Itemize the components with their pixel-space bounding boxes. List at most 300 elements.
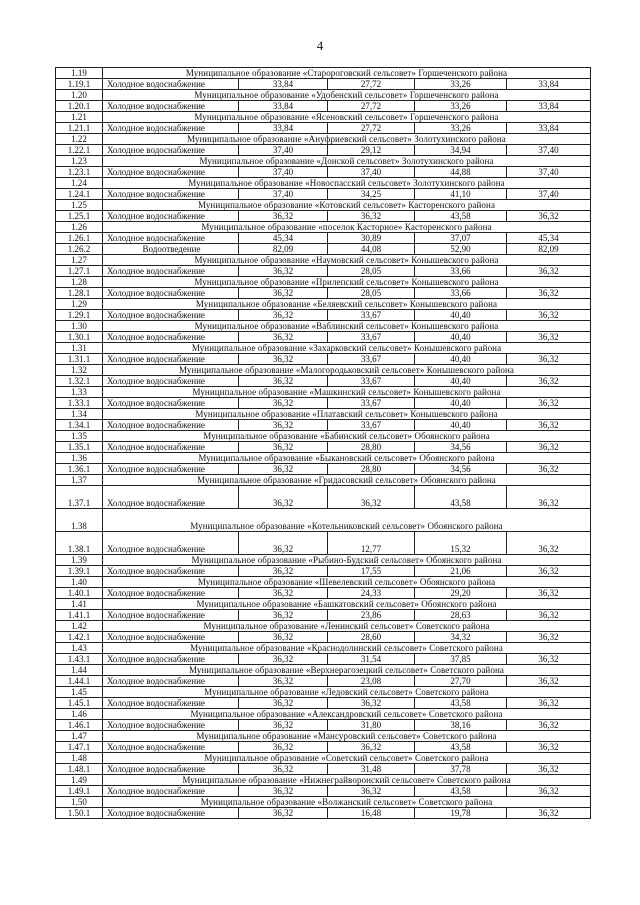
table-row <box>56 244 591 255</box>
service-name: Холодное водоснабжение <box>103 486 239 509</box>
section-code: 1.37 <box>56 475 103 486</box>
tariff-value-2: 28,80 <box>328 442 415 453</box>
tariff-value-3: 43,58 <box>415 786 507 797</box>
table-row <box>56 398 591 409</box>
tariff-value-1: 36,32 <box>239 786 328 797</box>
service-name: Холодное водоснабжение <box>103 676 239 687</box>
table-row <box>56 310 591 321</box>
section-header-row <box>56 365 591 376</box>
service-name: Холодное водоснабжение <box>103 786 239 797</box>
tariff-value-3: 43,58 <box>415 698 507 709</box>
section-title: Муниципальное образование «Ваблинский сельсовет» Конышевского района <box>103 321 591 332</box>
tariff-value-1: 36,32 <box>239 310 328 321</box>
table-row <box>56 676 591 687</box>
tariff-value-1: 36,32 <box>239 354 328 365</box>
row-code: 1.35.1 <box>56 442 103 453</box>
section-title: Муниципальное образование «Платавский сельсовет» Конышевского района <box>103 409 591 420</box>
tariff-value-1: 36,32 <box>239 808 328 819</box>
tariff-value-1: 36,32 <box>239 588 328 599</box>
tariff-value-3: 34,56 <box>415 464 507 475</box>
tariff-value-4: 36,32 <box>507 532 591 555</box>
section-header-row <box>56 343 591 354</box>
section-title: Муниципальное образование «Башкатовский сельсовет» Обоянского района <box>103 599 591 610</box>
row-code: 1.40.1 <box>56 588 103 599</box>
section-header-row <box>56 409 591 420</box>
table-row <box>56 266 591 277</box>
section-code: 1.23 <box>56 156 103 167</box>
service-name: Холодное водоснабжение <box>103 354 239 365</box>
table-row <box>56 764 591 775</box>
section-title: Муниципальное образование «Удобенский сельсовет» Горшеченского района <box>103 90 591 101</box>
tariff-value-4: 33,84 <box>507 101 591 112</box>
service-name: Холодное водоснабжение <box>103 588 239 599</box>
tariff-value-4: 36,32 <box>507 376 591 387</box>
section-code: 1.31 <box>56 343 103 354</box>
tariff-value-4: 37,40 <box>507 167 591 178</box>
tariff-value-3: 37,07 <box>415 233 507 244</box>
section-code: 1.25 <box>56 200 103 211</box>
section-title: Муниципальное образование «Верхнерагозецкий сельсовет» Советского района <box>103 665 591 676</box>
tariff-value-3: 34,56 <box>415 442 507 453</box>
tariff-value-3: 21,06 <box>415 566 507 577</box>
tariff-value-4: 36,32 <box>507 588 591 599</box>
tariff-value-3: 34,94 <box>415 145 507 156</box>
tariff-value-2: 33,67 <box>328 354 415 365</box>
tariff-value-3: 34,32 <box>415 632 507 643</box>
row-code: 1.48.1 <box>56 764 103 775</box>
page-number: 4 <box>316 38 324 53</box>
section-title: Муниципальное образование «Прилепский сельсовет» Конышевского района <box>103 277 591 288</box>
section-title: Муниципальное образование «Беляевский сельсовет» Конышевского района <box>103 299 591 310</box>
row-code: 1.43.1 <box>56 654 103 665</box>
service-name: Холодное водоснабжение <box>103 566 239 577</box>
tariff-value-3: 41,10 <box>415 189 507 200</box>
tariff-value-1: 37,40 <box>239 189 328 200</box>
service-name: Холодное водоснабжение <box>103 167 239 178</box>
table-row <box>56 588 591 599</box>
service-name: Холодное водоснабжение <box>103 610 239 621</box>
table-row <box>56 698 591 709</box>
table-row <box>56 566 591 577</box>
section-title: Муниципальное образование «Котельниковский сельсовет» Обоянского района <box>103 509 591 532</box>
section-code: 1.36 <box>56 453 103 464</box>
tariff-value-1: 33,84 <box>239 101 328 112</box>
tariff-value-2: 12,77 <box>328 532 415 555</box>
tariff-value-3: 37,85 <box>415 654 507 665</box>
tariff-value-3: 29,20 <box>415 588 507 599</box>
section-header-row <box>56 200 591 211</box>
section-title: Муниципальное образование «Новоспасский сельсовет» Золотухинского района <box>103 178 591 189</box>
section-code: 1.45 <box>56 687 103 698</box>
section-header-row <box>56 112 591 123</box>
tariff-value-1: 36,32 <box>239 464 328 475</box>
tariff-value-1: 82,09 <box>239 244 328 255</box>
service-name: Холодное водоснабжение <box>103 464 239 475</box>
tariff-value-2: 23,08 <box>328 676 415 687</box>
service-name: Холодное водоснабжение <box>103 310 239 321</box>
tariff-value-3: 38,16 <box>415 720 507 731</box>
tariff-value-2: 27,72 <box>328 101 415 112</box>
service-name: Холодное водоснабжение <box>103 764 239 775</box>
tariff-value-3: 40,40 <box>415 376 507 387</box>
tariff-value-2: 33,67 <box>328 310 415 321</box>
section-title: Муниципальное образование «Наумовский сельсовет» Конышевского района <box>103 255 591 266</box>
section-title: Муниципальное образование «Рыбино-Будский сельсовет» Обоянского района <box>103 555 591 566</box>
tariff-value-4: 36,32 <box>507 354 591 365</box>
section-title: Муниципальное образование «Волжанский сельсовет» Советского района <box>103 797 591 808</box>
tariff-value-1: 36,32 <box>239 698 328 709</box>
section-header-row <box>56 134 591 145</box>
section-header-row <box>56 222 591 233</box>
table-row <box>56 332 591 343</box>
section-title: Муниципальное образование «Нижнеграйворонский сельсовет» Советского района <box>103 775 591 786</box>
section-header-row <box>56 178 591 189</box>
row-code: 1.25.1 <box>56 211 103 222</box>
section-code: 1.26 <box>56 222 103 233</box>
service-name: Холодное водоснабжение <box>103 808 239 819</box>
service-name: Водоотведение <box>103 244 239 255</box>
section-header-row <box>56 731 591 742</box>
service-name: Холодное водоснабжение <box>103 720 239 731</box>
section-header-row <box>56 709 591 720</box>
tariff-value-1: 36,32 <box>239 764 328 775</box>
tariff-value-1: 36,32 <box>239 654 328 665</box>
service-name: Холодное водоснабжение <box>103 332 239 343</box>
table-row <box>56 376 591 387</box>
tariff-value-1: 36,32 <box>239 720 328 731</box>
tariff-value-2: 28,60 <box>328 632 415 643</box>
tariff-value-1: 36,32 <box>239 632 328 643</box>
section-header-row <box>56 277 591 288</box>
service-name: Холодное водоснабжение <box>103 211 239 222</box>
table-row <box>56 79 591 90</box>
tariff-value-1: 36,32 <box>239 566 328 577</box>
section-code: 1.19 <box>56 68 103 79</box>
service-name: Холодное водоснабжение <box>103 266 239 277</box>
service-name: Холодное водоснабжение <box>103 145 239 156</box>
tariff-value-4: 36,32 <box>507 632 591 643</box>
tariff-value-1: 36,32 <box>239 742 328 753</box>
service-name: Холодное водоснабжение <box>103 442 239 453</box>
section-code: 1.22 <box>56 134 103 145</box>
tariff-value-4: 36,32 <box>507 464 591 475</box>
tariff-value-2: 27,72 <box>328 123 415 134</box>
section-title: Муниципальное образование «Котовский сельсовет» Касторенского района <box>103 200 591 211</box>
section-header-row <box>56 431 591 442</box>
table-row <box>56 189 591 200</box>
section-code: 1.34 <box>56 409 103 420</box>
tariff-value-4: 36,32 <box>507 486 591 509</box>
tariff-value-2: 33,67 <box>328 332 415 343</box>
tariff-value-1: 36,32 <box>239 376 328 387</box>
section-title: Муниципальное образование «Ледовский сельсовет» Советского района <box>103 687 591 698</box>
section-code: 1.20 <box>56 90 103 101</box>
tariff-value-4: 36,32 <box>507 288 591 299</box>
tariff-value-2: 34,25 <box>328 189 415 200</box>
tariff-value-4: 36,32 <box>507 398 591 409</box>
tariff-value-3: 52,90 <box>415 244 507 255</box>
section-title: Муниципальное образование «поселок Касторное» Касторенского района <box>103 222 591 233</box>
tariff-value-4: 36,32 <box>507 654 591 665</box>
table-row <box>56 808 591 819</box>
section-title: Муниципальное образование «Донской сельсовет» Золотухинского района <box>103 156 591 167</box>
tariff-value-2: 33,67 <box>328 420 415 431</box>
tariff-value-4: 82,09 <box>507 244 591 255</box>
tariff-value-1: 37,40 <box>239 145 328 156</box>
section-header-row <box>56 321 591 332</box>
tariff-value-3: 40,40 <box>415 310 507 321</box>
section-code: 1.30 <box>56 321 103 332</box>
row-code: 1.21.1 <box>56 123 103 134</box>
tariff-value-3: 33,26 <box>415 123 507 134</box>
row-code: 1.46.1 <box>56 720 103 731</box>
service-name: Холодное водоснабжение <box>103 376 239 387</box>
tariff-table <box>55 67 591 819</box>
section-title: Муниципальное образование «Александровский сельсовет» Советского района <box>103 709 591 720</box>
table-row <box>56 233 591 244</box>
section-code: 1.38 <box>56 509 103 532</box>
table-row <box>56 167 591 178</box>
tariff-value-4: 36,32 <box>507 808 591 819</box>
row-code: 1.23.1 <box>56 167 103 178</box>
section-header-row <box>56 299 591 310</box>
tariff-value-2: 28,05 <box>328 266 415 277</box>
tariff-value-1: 36,32 <box>239 420 328 431</box>
tariff-value-3: 40,40 <box>415 332 507 343</box>
service-name: Холодное водоснабжение <box>103 632 239 643</box>
section-header-row <box>56 621 591 632</box>
tariff-value-2: 33,67 <box>328 398 415 409</box>
section-code: 1.33 <box>56 387 103 398</box>
section-header-row <box>56 255 591 266</box>
service-name: Холодное водоснабжение <box>103 654 239 665</box>
row-code: 1.24.1 <box>56 189 103 200</box>
section-code: 1.28 <box>56 277 103 288</box>
row-code: 1.45.1 <box>56 698 103 709</box>
service-name: Холодное водоснабжение <box>103 698 239 709</box>
tariff-value-1: 36,32 <box>239 442 328 453</box>
row-code: 1.38.1 <box>56 532 103 555</box>
table-row <box>56 786 591 797</box>
section-code: 1.44 <box>56 665 103 676</box>
section-code: 1.43 <box>56 643 103 654</box>
row-code: 1.49.1 <box>56 786 103 797</box>
tariff-value-2: 31,48 <box>328 764 415 775</box>
tariff-value-2: 33,67 <box>328 376 415 387</box>
table-row <box>56 654 591 665</box>
table-row <box>56 442 591 453</box>
tariff-value-1: 36,32 <box>239 332 328 343</box>
tariff-value-3: 43,58 <box>415 211 507 222</box>
tariff-value-1: 36,32 <box>239 211 328 222</box>
section-header-row <box>56 643 591 654</box>
section-header-row <box>56 577 591 588</box>
tariff-value-1: 36,32 <box>239 398 328 409</box>
tariff-value-1: 37,40 <box>239 167 328 178</box>
section-title: Муниципальное образование «Советский сельсовет» Советского района <box>103 753 591 764</box>
tariff-value-3: 33,66 <box>415 266 507 277</box>
tariff-value-2: 31,80 <box>328 720 415 731</box>
tariff-value-4: 36,32 <box>507 764 591 775</box>
section-code: 1.21 <box>56 112 103 123</box>
tariff-value-4: 36,32 <box>507 720 591 731</box>
row-code: 1.29.1 <box>56 310 103 321</box>
tariff-value-4: 37,40 <box>507 145 591 156</box>
row-code: 1.26.1 <box>56 233 103 244</box>
table-row <box>56 145 591 156</box>
section-title: Муниципальное образование «Гридасовский сельсовет» Обоянского района <box>103 475 591 486</box>
tariff-value-4: 36,32 <box>507 266 591 277</box>
service-name: Холодное водоснабжение <box>103 742 239 753</box>
tariff-value-1: 36,32 <box>239 486 328 509</box>
section-code: 1.46 <box>56 709 103 720</box>
tariff-value-2: 16,48 <box>328 808 415 819</box>
table-row <box>56 101 591 112</box>
tariff-value-4: 45,34 <box>507 233 591 244</box>
tariff-value-2: 36,32 <box>328 742 415 753</box>
section-header-row <box>56 90 591 101</box>
tariff-value-3: 44,88 <box>415 167 507 178</box>
service-name: Холодное водоснабжение <box>103 101 239 112</box>
section-code: 1.49 <box>56 775 103 786</box>
service-name: Холодное водоснабжение <box>103 123 239 134</box>
section-header-row <box>56 475 591 486</box>
tariff-value-3: 33,26 <box>415 79 507 90</box>
tariff-value-3: 43,58 <box>415 486 507 509</box>
section-title: Муниципальное образование «Краснодолинский сельсовет» Советского района <box>103 643 591 654</box>
tariff-value-3: 27,70 <box>415 676 507 687</box>
tariff-value-1: 36,32 <box>239 266 328 277</box>
service-name: Холодное водоснабжение <box>103 79 239 90</box>
table-row <box>56 720 591 731</box>
tariff-value-2: 23,86 <box>328 610 415 621</box>
tariff-value-1: 33,84 <box>239 79 328 90</box>
section-code: 1.50 <box>56 797 103 808</box>
row-code: 1.26.2 <box>56 244 103 255</box>
table-row <box>56 532 591 555</box>
section-title: Муниципальное образование «Захарковский сельсовет» Конышевского района <box>103 343 591 354</box>
tariff-value-4: 36,32 <box>507 332 591 343</box>
section-header-row <box>56 665 591 676</box>
row-code: 1.37.1 <box>56 486 103 509</box>
table-row <box>56 610 591 621</box>
section-title: Муниципальное образование «Машкинский сельсовет» Конышевского района <box>103 387 591 398</box>
tariff-value-1: 36,32 <box>239 676 328 687</box>
row-code: 1.32.1 <box>56 376 103 387</box>
tariff-value-2: 30,89 <box>328 233 415 244</box>
tariff-value-4: 36,32 <box>507 698 591 709</box>
tariff-value-4: 36,32 <box>507 566 591 577</box>
tariff-value-2: 36,32 <box>328 698 415 709</box>
section-header-row <box>56 687 591 698</box>
tariff-value-4: 36,32 <box>507 310 591 321</box>
tariff-value-4: 36,32 <box>507 676 591 687</box>
section-title: Муниципальное образование «Малогородьковский сельсовет» Конышевского района <box>103 365 591 376</box>
section-code: 1.42 <box>56 621 103 632</box>
table-row <box>56 288 591 299</box>
tariff-value-2: 37,40 <box>328 167 415 178</box>
tariff-value-3: 40,40 <box>415 420 507 431</box>
tariff-value-2: 31,54 <box>328 654 415 665</box>
section-header-row <box>56 453 591 464</box>
service-name: Холодное водоснабжение <box>103 189 239 200</box>
row-code: 1.22.1 <box>56 145 103 156</box>
tariff-value-2: 27,72 <box>328 79 415 90</box>
section-code: 1.40 <box>56 577 103 588</box>
section-title: Муниципальное образование «Ленинский сельсовет» Советского района <box>103 621 591 632</box>
section-header-row <box>56 775 591 786</box>
tariff-value-4: 36,32 <box>507 610 591 621</box>
row-code: 1.34.1 <box>56 420 103 431</box>
row-code: 1.28.1 <box>56 288 103 299</box>
tariff-value-3: 33,26 <box>415 101 507 112</box>
tariff-value-4: 33,84 <box>507 79 591 90</box>
tariff-value-2: 17,55 <box>328 566 415 577</box>
tariff-value-2: 24,33 <box>328 588 415 599</box>
tariff-value-2: 36,32 <box>328 486 415 509</box>
tariff-value-1: 36,32 <box>239 532 328 555</box>
service-name: Холодное водоснабжение <box>103 398 239 409</box>
table-row <box>56 123 591 134</box>
tariff-value-4: 36,32 <box>507 742 591 753</box>
row-code: 1.44.1 <box>56 676 103 687</box>
section-header-row <box>56 156 591 167</box>
section-title: Муниципальное образование «Мансуровский сельсовет» Советского района <box>103 731 591 742</box>
row-code: 1.39.1 <box>56 566 103 577</box>
tariff-value-4: 36,32 <box>507 786 591 797</box>
section-code: 1.35 <box>56 431 103 442</box>
tariff-value-3: 33,66 <box>415 288 507 299</box>
tariff-value-4: 37,40 <box>507 189 591 200</box>
section-code: 1.24 <box>56 178 103 189</box>
row-code: 1.31.1 <box>56 354 103 365</box>
table-row <box>56 211 591 222</box>
tariff-value-2: 36,32 <box>328 211 415 222</box>
row-code: 1.42.1 <box>56 632 103 643</box>
table-row <box>56 742 591 753</box>
row-code: 1.27.1 <box>56 266 103 277</box>
section-header-row <box>56 797 591 808</box>
tariff-value-2: 44,08 <box>328 244 415 255</box>
section-title: Муниципальное образование «Бабинский сельсовет» Обоянского района <box>103 431 591 442</box>
service-name: Холодное водоснабжение <box>103 233 239 244</box>
tariff-value-3: 40,40 <box>415 354 507 365</box>
row-code: 1.30.1 <box>56 332 103 343</box>
tariff-value-2: 36,32 <box>328 786 415 797</box>
tariff-value-3: 28,63 <box>415 610 507 621</box>
section-header-row <box>56 387 591 398</box>
section-header-row <box>56 68 591 79</box>
table-row <box>56 486 591 509</box>
section-code: 1.27 <box>56 255 103 266</box>
section-header-row <box>56 599 591 610</box>
section-header-row <box>56 555 591 566</box>
row-code: 1.20.1 <box>56 101 103 112</box>
tariff-value-3: 19,78 <box>415 808 507 819</box>
tariff-value-3: 40,40 <box>415 398 507 409</box>
section-title: Муниципальное образование «Старороговский сельсовет» Горшеченского района <box>103 68 591 79</box>
service-name: Холодное водоснабжение <box>103 532 239 555</box>
tariff-value-4: 36,32 <box>507 211 591 222</box>
row-code: 1.41.1 <box>56 610 103 621</box>
section-code: 1.29 <box>56 299 103 310</box>
tariff-value-1: 33,84 <box>239 123 328 134</box>
row-code: 1.36.1 <box>56 464 103 475</box>
tariff-value-1: 36,32 <box>239 288 328 299</box>
table-body <box>56 68 591 819</box>
service-name: Холодное водоснабжение <box>103 288 239 299</box>
tariff-value-2: 29,12 <box>328 145 415 156</box>
